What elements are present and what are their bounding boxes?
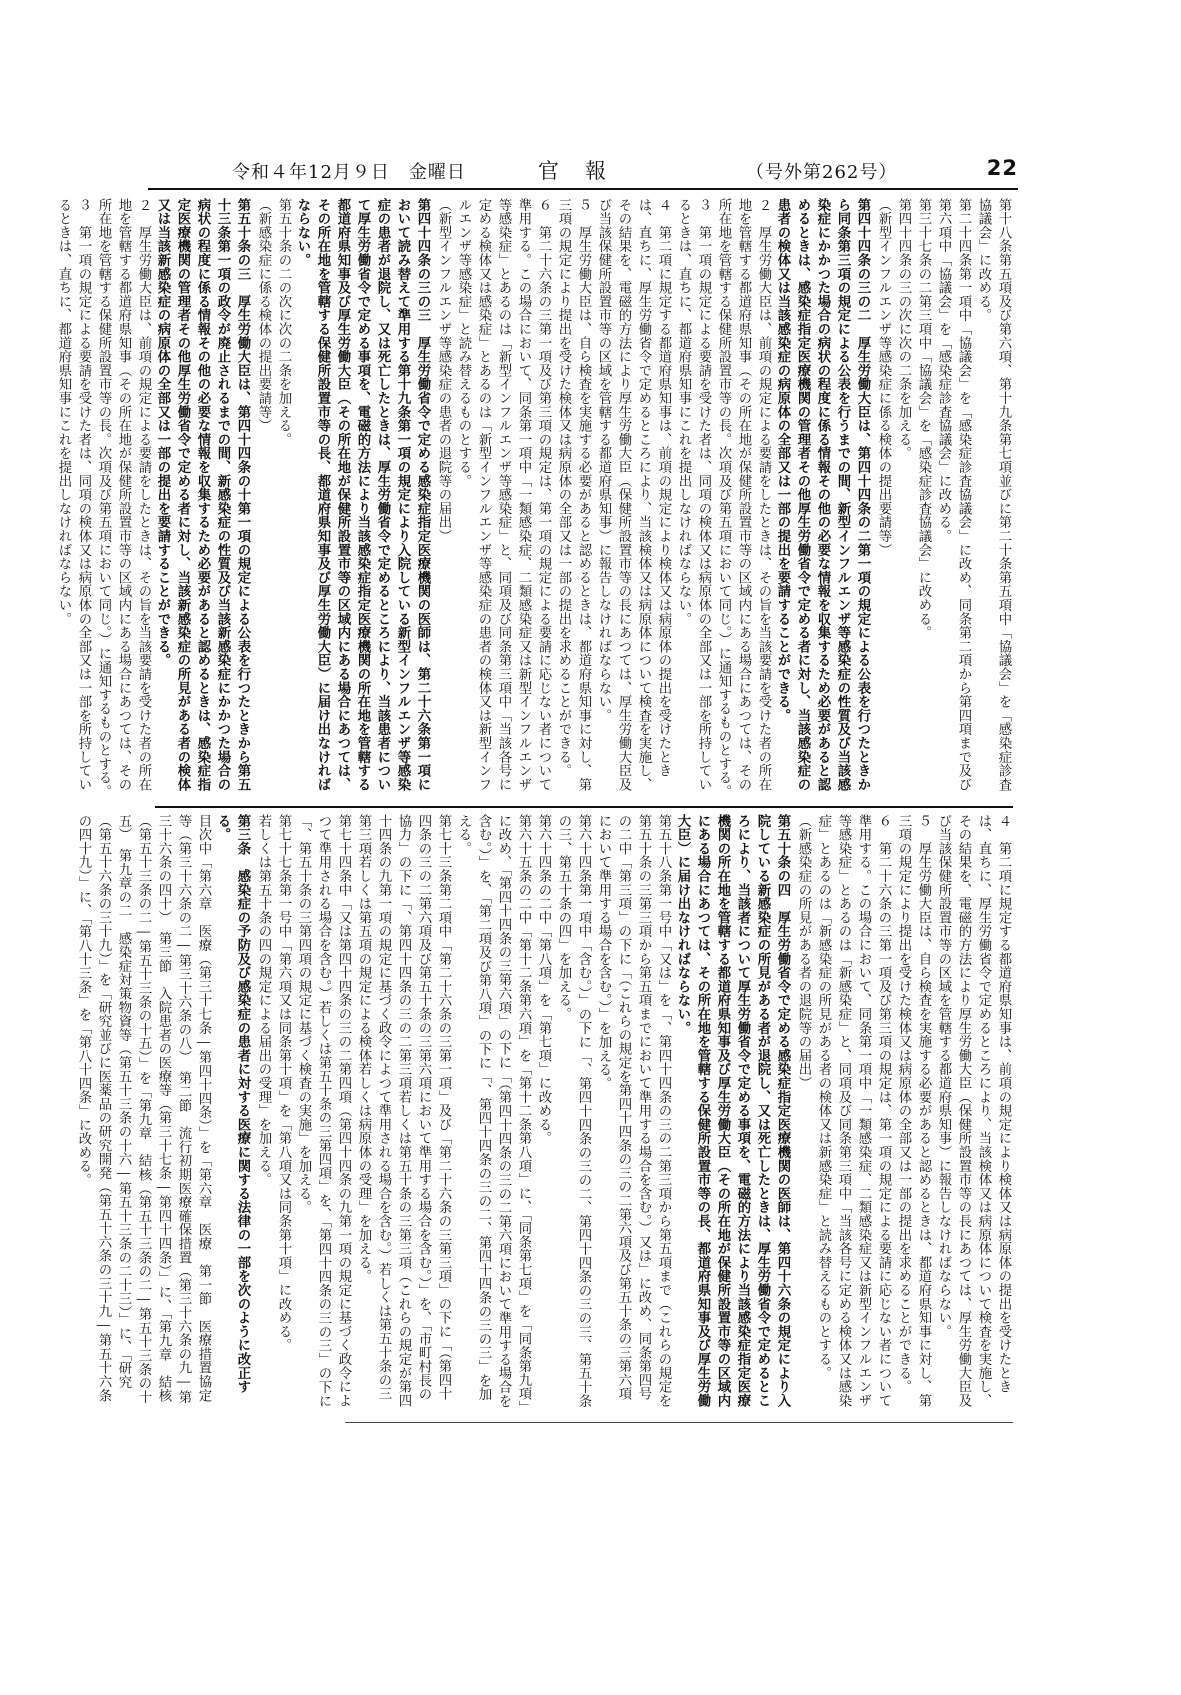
lower-text-column <box>76 814 1013 1414</box>
upper-text-paragraph: （新感染症に係る検体の提出要請等） <box>256 198 271 433</box>
header-paper-name: 官報 <box>538 159 632 183</box>
section-divider-rule <box>155 806 1013 808</box>
header-issue-number: （号外第262号） <box>746 162 898 183</box>
lower-text-paragraph: 第三条 感染症の予防及び感染症の患者に対する医療に関する法律の一部を次のように改正する。 <box>215 814 251 1394</box>
gazette-header <box>148 152 1018 188</box>
lower-text-paragraph: 第六十四条第一項中「含む。）」の下に「、第四十四条の三の二、第四十四条の三の三、第五十条の三、第五十条の四」を加える。 <box>556 814 591 1408</box>
lower-text-paragraph: 若しくは第五十条の四の規定による届出の受理」を加える。 <box>256 814 271 1187</box>
lower-text-paragraph: ５ 厚生労働大臣は、自ら検査を実施する必要があると認めるときは、都道府県知事に対し、第三項の規定により提出を受けた検体又は病原体の全部又は一部の提出を求めることができる。 <box>896 814 931 1408</box>
lower-text-paragraph: 第五十条の四 厚生労働省令で定める感染症指定医療機関の医師は、第四十六条の規定により入院している新感染症の所見がある者が退院し、又は死亡したときは、厚生労働省令で定めるところにより、当該者について厚生労働省令で定める事項を、電磁的方法により当該感染症指定医療機関の所在地を管轄する都道府県知事及び厚生労働大臣（その所在地が保健所設置市等の区域内にある場合にあつては、その所在地を管轄する保健所設置市等の長、都道府県知事及び厚生労働大臣）に届け出なければならない。 <box>675 814 791 1408</box>
upper-text-paragraph: 第五十条の二の次に次の二条を加える。 <box>276 198 291 447</box>
upper-text-paragraph: ６ 第二十六条の三第一項及び第三項の規定は、第一項の規定による要請に応じない者について準用する。この場合において、同条第一項中「一類感染症、二類感染症又は新型インフルエンザ等感染症」とあるのは「新型インフルエンザ等感染症」と、同項及び同条第三項中「当該各号に定める検体又は感染症」とあるのは「新型インフルエンザ等感染症の患者の検体又は新型インフルエンザ等感染症」と読み替えるものとする。 <box>456 198 551 792</box>
lower-text-paragraph: ６ 第二十六条の三第一項及び第三項の規定は、第一項の規定による要請に応じない者について準用する。この場合において、同条第一項中「一類感染症、二類感染症又は新型インフルエンザ等感染症」とあるのは「新感染症」と、同項及び同条第三項中「当該各号に定める検体又は感染症」とあるのは「新感染症の所見がある者の検体又は新感染症」と読み替えるものとする。 <box>816 814 891 1408</box>
lower-text-paragraph: 第六十四条の二中「第八項」を「第七項」に改める。 <box>536 814 551 1146</box>
upper-text-paragraph: ５ 厚生労働大臣は、自ら検査を実施する必要があると認めるときは、都道府県知事に対し、第三項の規定により提出を受けた検体又は病原体の全部又は一部の提出を求めることができる。 <box>556 198 591 792</box>
upper-text-paragraph: ３ 第一項の規定による要請を受けた者は、同項の検体又は病原体の全部又は一部を所持しているときは、直ちに、都道府県知事にこれを提出しなければならない。 <box>676 198 711 792</box>
lower-text-paragraph: （新感染症の所見がある者の退院等の届出） <box>796 814 811 1090</box>
upper-text-paragraph: ２ 厚生労働大臣は、前項の規定による要請をしたときは、その旨を当該要請を受けた者の所在地を管轄する都道府県知事（その所在地が保健所設置市等の区域内にある場合にあつては、その所在地を管轄する保健所設置市等の長。次項及び第五項において同じ。）に通知するものとする。 <box>716 198 771 799</box>
upper-text-paragraph: ４ 第二項に規定する都道府県知事は、前項の規定により検体又は病原体の提出を受けたときは、直ちに、厚生労働省令で定めるところにより、当該検体又は病原体について検査を実施し、その結果を、電磁的方法により厚生労働大臣（保健所設置市等の長にあつては、厚生労働大臣及び当該保健所設置市等の区域を管轄する都道府県知事）に報告しなければならない。 <box>596 198 671 792</box>
upper-text-paragraph: 第五十条の三 厚生労働大臣は、第四十四条の十第一項の規定による公表を行つたときから第五十三条第一項の政令が廃止されるまでの間、新感染症の性質及び当該新感染症にかかつた場合の病状の程度に係る情報その他の必要な情報を収集するため必要があると認めるときは、感染症指定医療機関の管理者その他厚生労働省令で定める者に対し、当該新感染症の所見がある者の検体又は当該新感染症の病原体の全部又は一部の提出を要請することができる。 <box>155 198 251 792</box>
lower-text-block <box>76 814 1013 1414</box>
bottom-rule <box>345 1422 1013 1423</box>
lower-text-paragraph: 目次中「第六章 医療（第三十七条―第四十四条）」を「第六章 医療 第一節 医療措置協定等（第三十六条の二―第三十六条の八） 第二節 流行初期医療確保措置（第三十六条の九―第三十六条の四十） 第三節 入院患者の医療等（第三十七条―第四十四条）」に、「第九章 結核（第五十三条の二―第五十三条の十五）」を「第九章 結核（第五十三条の二―第五十三条の十五） 第九章の二 感染症対策物資等（第五十三条の十六―第五十三条の二十三）」に、「研究（第五十六条の三十九）」を「研究並びに医薬品の研究開発（第五十六条の三十九―第五十六条の四十九）」に、「第八十三条」を「第八十四条」に改める。 <box>76 814 211 1404</box>
upper-text-column <box>56 198 1013 800</box>
upper-text-paragraph: （新型インフルエンザ等感染症に係る検体の提出要請等） <box>876 198 891 557</box>
lower-text-paragraph: 第七十七条第一号中「第六項又は同条第十項」を「第八項又は同条第十項」に改める。 <box>276 814 291 1353</box>
lower-text-paragraph: 第五十八条第一号中「又は」を「、第四十四条の三の二第三項から第五項まで（これらの規定を第五十条の三第三項から第五項までにおいて準用する場合を含む。）又は」に改め、同条第四号の二中「第三項」の下に「（これらの規定を第四十四条の三の二第六項及び第五十条の三第六項において準用する場合を含む。）」を加える。 <box>596 814 671 1408</box>
upper-text-paragraph: 第二十四条第一項中「協議会」を「感染症診査協議会」に改め、同条第二項から第四項まで及び第六項中「協議会」を「感染症診査協議会」に改める。 <box>936 198 971 792</box>
lower-text-paragraph: ４ 第二項に規定する都道府県知事は、前項の規定により検体又は病原体の提出を受けたときは、直ちに、厚生労働省令で定めるところにより、当該検体又は病原体について検査を実施し、その結果を、電磁的方法により厚生労働大臣（保健所設置市等の長にあつては、厚生労働大臣及び当該保健所設置市等の区域を管轄する都道府県知事）に報告しなければならない。 <box>936 814 1011 1408</box>
upper-text-paragraph: 第三十七条の二第三項中「協議会」を「感染症診査協議会」に改める。 <box>916 198 931 640</box>
header-page-number: 22 <box>986 156 1018 180</box>
upper-text-paragraph: 第四十四条の三の次に次の二条を加える。 <box>896 198 911 461</box>
upper-text-block <box>56 198 1013 800</box>
upper-text-paragraph: 第四十四条の三の三 厚生労働省令で定める感染症指定医療機関の医師は、第二十六条第一項において読み替えて準用する第十九条第一項の規定により入院している新型インフルエンザ等感染症の患者が退院し、又は死亡したときは、厚生労働省令で定めるところにより、当該患者について厚生労働省令で定める事項を、電磁的方法により当該感染症指定医療機関の所在地を管轄する都道府県知事及び厚生労働大臣（その所在地が保健所設置市等の区域内にある場合にあつては、その所在地を管轄する保健所設置市等の長、都道府県知事及び厚生労働大臣）に届け出なければならない。 <box>295 198 431 792</box>
lower-text-paragraph: 第七十三条第二項中「第二十六条の三第一項」及び「第二十六条の三第三項」の下に「（第四十四条の三の二第六項及び第五十条の三第六項において準用する場合を含む。）」を、「市町村長の協力」の下に「、第四十四条の三の二第三項若しくは第五十条の三第三項（これらの規定が第四十四条の九第一項の規定に基づく政令によつて準用される場合を含む。）若しくは第五十条の三第三項若しくは第五項の規定による検体若しくは病原体の受理」を加える。 <box>356 814 451 1408</box>
upper-text-paragraph: ２ 厚生労働大臣は、前項の規定による要請をしたときは、その旨を当該要請を受けた者の所在地を管轄する都道府県知事（その所在地が保健所設置市等の区域内にある場合にあつては、その所在地を管轄する保健所設置市等の長。次項及び第五項において同じ。）に通知するものとする。 <box>96 198 151 799</box>
lower-text-paragraph: 第七十四条中「又は第四十四条の三の二第四項（第四十四条の九第一項の規定に基づく政令によつて準用される場合を含む。）若しくは第五十条の三第四項」を、「第四十四条の三の三」の下に「、第五十条の三第四項の規定に基づく検査の実施」を加える。 <box>296 814 351 1408</box>
header-date: 令和４年12月９日 金曜日 <box>232 162 466 183</box>
upper-text-paragraph: 第十八条第五項及び第六項、第十九条第七項並びに第二十条第五項中「協議会」を「感染症診査協議会」に改める。 <box>976 198 1011 792</box>
upper-text-paragraph: ３ 第一項の規定による要請を受けた者は、同項の検体又は病原体の全部又は一部を所持しているときは、直ちに、都道府県知事にこれを提出しなければならない。 <box>56 198 91 792</box>
lower-text-paragraph: 第六十五条の二中「第十二条第六項」を「第十二条第八項」に、「同条第七項」を「同条第九項」に改め、「第四十四条の三第六項」の下に「（第四十四条の三の二第六項において準用する場合を含む。）」を、「第二項及び第八項」の下に「、第四十四条の三の二、第四十四条の三の三」を加える。 <box>456 814 531 1408</box>
upper-text-paragraph: 第四十四条の三の二 厚生労働大臣は、第四十四条の二第一項の規定による公表を行つたときから同条第三項の規定による公表を行うまでの間、新型インフルエンザ等感染症の性質及び当該感染症にかかつた場合の病状の程度に係る情報その他の必要な情報を収集するため必要があると認めるときは、感染症指定医療機関の管理者その他厚生労働省令で定める者に対し、当該感染症の患者の検体又は当該感染症の病原体の全部又は一部の提出を要請することができる。 <box>775 198 871 792</box>
upper-text-paragraph: （新型インフルエンザ等感染症の患者の退院等の届出） <box>436 198 451 543</box>
header-rule <box>148 188 1018 190</box>
